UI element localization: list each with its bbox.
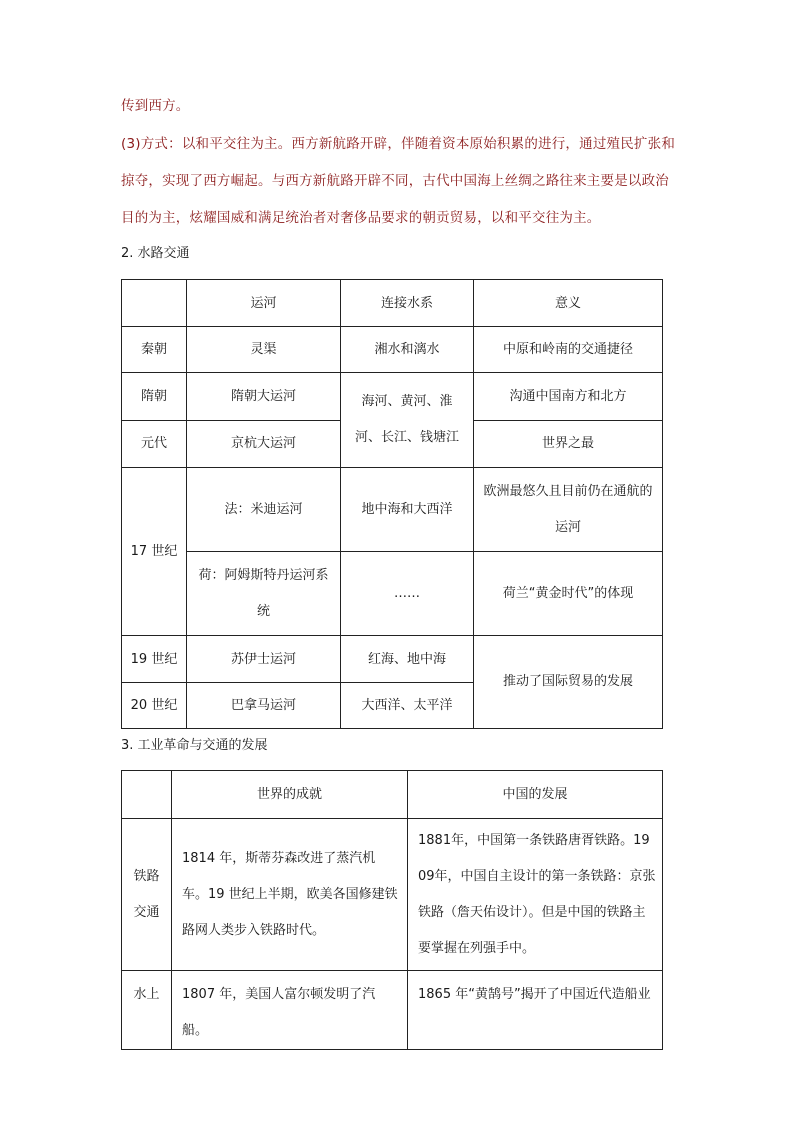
water-cell: 大西洋、太平洋 [341, 683, 474, 729]
water-china-cell: 1865 年“黄鹄号”揭开了中国近代造船业 [408, 971, 663, 1050]
water-cell: 湘水和漓水 [341, 327, 474, 373]
era-cell: 17 世纪 [122, 468, 187, 636]
section-3-title: 3. 工业革命与交通的发展 [121, 738, 268, 753]
meaning-cell: 荷兰“黄金时代”的体现 [474, 552, 663, 636]
era-cell: 隋朝 [122, 373, 187, 421]
era-cell: 元代 [122, 421, 187, 468]
canal-cell: 巴拿马运河 [187, 683, 341, 729]
canal-cell: 隋朝大运河 [187, 373, 341, 421]
water-world-cell: 1807 年，美国人富尔顿发明了汽船。 [172, 971, 408, 1050]
industrial-transport-table [121, 770, 663, 1050]
water-cell: 红海、地中海 [341, 636, 474, 683]
header-blank [122, 280, 187, 327]
canal-cell: 荷：阿姆斯特丹运河系统 [187, 552, 341, 636]
canal-cell: 灵渠 [187, 327, 341, 373]
meaning-cell: 欧洲最悠久且目前仍在通航的运河 [474, 468, 663, 552]
row-label-rail: 铁路交通 [122, 819, 172, 971]
header-china: 中国的发展 [408, 771, 663, 819]
meaning-cell: 世界之最 [474, 421, 663, 468]
intro-line: 传到西方。 [121, 98, 190, 114]
header-significance: 意义 [474, 280, 663, 327]
header-blank [122, 771, 172, 819]
section-2-title: 2. 水路交通 [121, 246, 190, 261]
header-canal: 运河 [187, 280, 341, 327]
canal-cell: 法：米迪运河 [187, 468, 341, 552]
canal-cell: 京杭大运河 [187, 421, 341, 468]
canal-cell: 苏伊士运河 [187, 636, 341, 683]
header-water-system: 连接水系 [341, 280, 474, 327]
header-world: 世界的成就 [172, 771, 408, 819]
rail-china-cell: 1881年，中国第一条铁路唐胥铁路。1909年，中国自主设计的第一条铁路：京张铁路（詹天佑设计）。但是中国的铁路主要掌握在列强手中。 [408, 819, 663, 971]
era-cell: 秦朝 [122, 327, 187, 373]
era-cell: 19 世纪 [122, 636, 187, 683]
water-cell: 海河、黄河、淮河、长江、钱塘江 [341, 373, 474, 468]
row-label-water: 水上 [122, 971, 172, 1050]
meaning-cell: 中原和岭南的交通捷径 [474, 327, 663, 373]
rail-world-cell: 1814 年，斯蒂芬森改进了蒸汽机车。19 世纪上半期，欧美各国修建铁路网人类步入铁路时代。 [172, 819, 408, 971]
paragraph-method: (3)方式：以和平交往为主。西方新航路开辟，伴随着资本原始积累的进行，通过殖民扩张和掠夺，实现了西方崛起。与西方新航路开辟不同，古代中国海上丝绸之路往来主要是以政治目的为主，炫耀国威和满足统治者对奢侈品要求的朝贡贸易，以和平交往为主。 [121, 136, 676, 226]
water-cell: …… [341, 552, 474, 636]
water-cell: 地中海和大西洋 [341, 468, 474, 552]
waterway-table [121, 279, 663, 729]
meaning-cell: 沟通中国南方和北方 [474, 373, 663, 421]
meaning-cell: 推动了国际贸易的发展 [474, 636, 663, 729]
era-cell: 20 世纪 [122, 683, 187, 729]
